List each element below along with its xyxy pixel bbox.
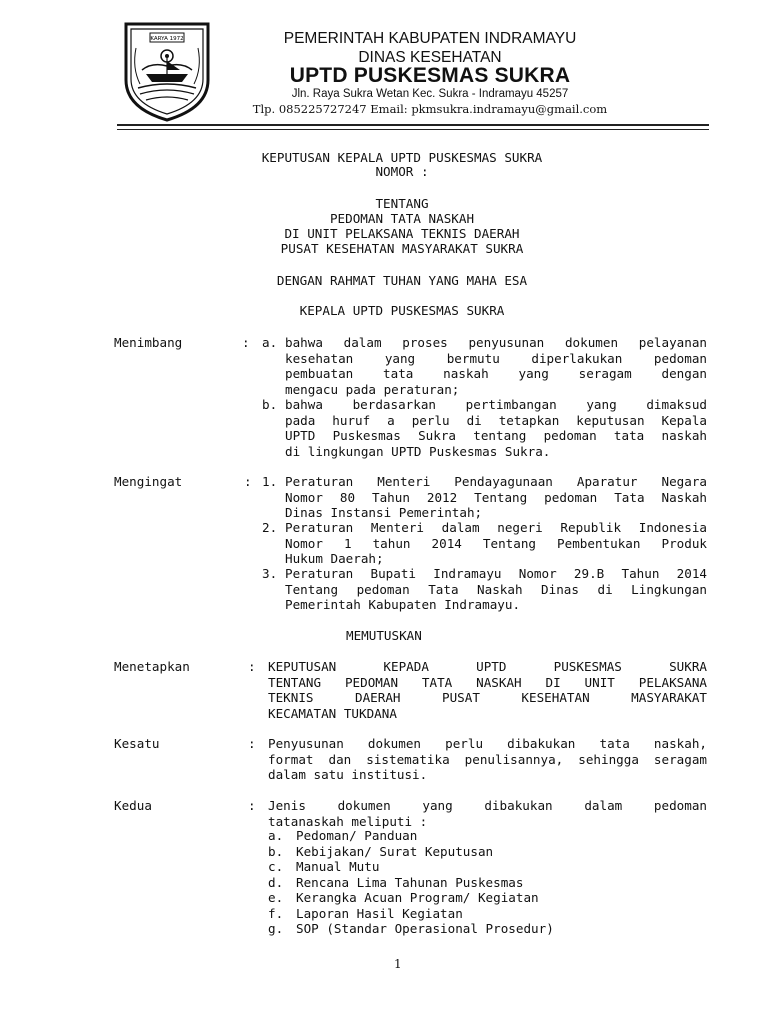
kesatu-text bbox=[268, 736, 707, 783]
mengingat-item-1 bbox=[285, 474, 707, 521]
memutuskan-heading: MEMUTUSKAN bbox=[346, 628, 422, 643]
logo-banner-text: KARYA 1972 bbox=[150, 36, 184, 42]
contact-line: Tlp. 085225727247 Email: pkmsukra.indramayu@gmail.com bbox=[252, 102, 608, 116]
document-type-item: Rencana Lima Tahunan Puskesmas bbox=[296, 875, 524, 890]
menimbang-marker-a: a. bbox=[262, 335, 278, 350]
text-line: Nomor 1 tahun 2014 Tentang Pembentukan Produk bbox=[285, 535, 707, 551]
text-line: bahwa dalam proses penyusunan dokumen pelayanan bbox=[285, 335, 707, 350]
mengingat-item-3 bbox=[285, 566, 707, 613]
text-line: TENTANG PEDOMAN TATA NASKAH DI UNIT PELAKSANA bbox=[268, 674, 707, 690]
subject-line-1: PEDOMAN TATA NASKAH bbox=[329, 211, 475, 226]
menetapkan-colon: : bbox=[248, 659, 256, 674]
kedua-label: Kedua bbox=[114, 798, 152, 813]
mengingat-colon: : bbox=[244, 474, 252, 489]
document-type-item: Kebijakan/ Surat Keputusan bbox=[296, 844, 494, 859]
document-type-marker: a. bbox=[268, 828, 284, 843]
text-line: Penyusunan dokumen perlu dibakukan tata naskah, bbox=[268, 736, 707, 751]
document-type-item: SOP (Standar Operasional Prosedur) bbox=[296, 921, 554, 936]
blessing-line: DENGAN RAHMAT TUHAN YANG MAHA ESA bbox=[276, 273, 528, 288]
menimbang-item-a bbox=[285, 335, 707, 397]
page-number: 1 bbox=[394, 957, 402, 971]
mengingat-marker-1: 1. bbox=[262, 474, 278, 489]
text-line: dalam satu institusi. bbox=[268, 767, 428, 783]
document-type-item: Manual Mutu bbox=[296, 859, 380, 874]
letterhead-thin-rule bbox=[117, 129, 709, 130]
kesatu-label: Kesatu bbox=[114, 736, 160, 751]
text-line: Pemerintah Kabupaten Indramayu. bbox=[285, 597, 521, 613]
document-type-item: Laporan Hasil Kegiatan bbox=[296, 906, 463, 921]
decree-title: KEPUTUSAN KEPALA UPTD PUSKESMAS SUKRA bbox=[261, 150, 543, 165]
subject-line-3: PUSAT KESEHATAN MASYARAKAT SUKRA bbox=[280, 241, 524, 256]
mengingat-label: Mengingat bbox=[114, 474, 183, 489]
document-type-item: Pedoman/ Panduan bbox=[296, 828, 418, 843]
document-type-marker: c. bbox=[268, 859, 284, 874]
kedua-colon: : bbox=[248, 798, 256, 813]
text-line: format dan sistematika penulisannya, sehingga seragam bbox=[268, 751, 707, 767]
text-line: pada huruf a perlu di tetapkan keputusan Kepala bbox=[285, 412, 707, 428]
menimbang-colon: : bbox=[242, 335, 250, 350]
text-line: pembuatan tata naskah yang seragam dengan bbox=[285, 366, 707, 382]
text-line: KEPUTUSAN KEPADA UPTD PUSKESMAS SUKRA bbox=[268, 659, 707, 674]
department-name: DINAS KESEHATAN bbox=[358, 49, 502, 66]
text-line: Dinas Instansi Pemerintah; bbox=[285, 505, 483, 521]
text-line: TEKNIS DAERAH PUSAT KESEHATAN MASYARAKAT bbox=[268, 690, 707, 706]
head-title: KEPALA UPTD PUSKESMAS SUKRA bbox=[299, 303, 505, 318]
mengingat-marker-3: 3. bbox=[262, 566, 278, 581]
mengingat-marker-2: 2. bbox=[262, 520, 278, 535]
about-heading: TENTANG bbox=[375, 196, 429, 211]
unit-name: UPTD PUSKESMAS SUKRA bbox=[289, 64, 571, 87]
text-line: Peraturan Bupati Indramayu Nomor 29.B Tahun 2014 bbox=[285, 566, 707, 581]
text-line: KECAMATAN TUKDANA bbox=[268, 705, 397, 721]
text-line: UPTD Puskesmas Sukra tentang pedoman tata naskah bbox=[285, 428, 707, 444]
decree-number: NOMOR : bbox=[375, 164, 429, 179]
emblem-shield-icon bbox=[120, 18, 214, 122]
subject-line-2: DI UNIT PELAKSANA TEKNIS DAERAH bbox=[284, 226, 520, 241]
address-line: Jln. Raya Sukra Wetan Kec. Sukra - Indramayu 45257 bbox=[291, 88, 569, 100]
document-type-marker: d. bbox=[268, 875, 284, 890]
text-line: kesehatan yang bermutu diperlakukan pedoman bbox=[285, 350, 707, 366]
kesatu-colon: : bbox=[248, 736, 256, 751]
regency-logo bbox=[120, 18, 214, 122]
menetapkan-label: Menetapkan bbox=[114, 659, 190, 674]
government-name: PEMERINTAH KABUPATEN INDRAMAYU bbox=[283, 30, 577, 47]
text-line: Nomor 80 Tahun 2012 Tentang pedoman Tata Naskah bbox=[285, 489, 707, 505]
document-type-marker: g. bbox=[268, 921, 284, 936]
text-line: bahwa berdasarkan pertimbangan yang dimaksud bbox=[285, 397, 707, 412]
menimbang-label: Menimbang bbox=[114, 335, 183, 350]
menetapkan-text bbox=[268, 659, 707, 721]
menimbang-item-b bbox=[285, 397, 707, 459]
letterhead-thick-rule bbox=[117, 124, 709, 126]
kedua-text bbox=[268, 798, 707, 829]
text-line: di lingkungan UPTD Puskesmas Sukra. bbox=[285, 443, 551, 459]
text-line: Peraturan Menteri dalam negeri Republik Indonesia bbox=[285, 520, 707, 535]
document-type-item: Kerangka Acuan Program/ Kegiatan bbox=[296, 890, 539, 905]
text-line: tatanaskah meliputi : bbox=[268, 813, 428, 829]
text-line: mengacu pada peraturan; bbox=[285, 381, 460, 397]
text-line: Hukum Daerah; bbox=[285, 551, 384, 567]
document-type-marker: e. bbox=[268, 890, 284, 905]
text-line: Jenis dokumen yang dibakukan dalam pedoman bbox=[268, 798, 707, 813]
document-type-marker: f. bbox=[268, 906, 284, 921]
menimbang-marker-b: b. bbox=[262, 397, 278, 412]
text-line: Peraturan Menteri Pendayagunaan Aparatur Negara bbox=[285, 474, 707, 489]
text-line: Tentang pedoman Tata Naskah Dinas di Lingkungan bbox=[285, 581, 707, 597]
document-type-marker: b. bbox=[268, 844, 284, 859]
mengingat-item-2 bbox=[285, 520, 707, 567]
